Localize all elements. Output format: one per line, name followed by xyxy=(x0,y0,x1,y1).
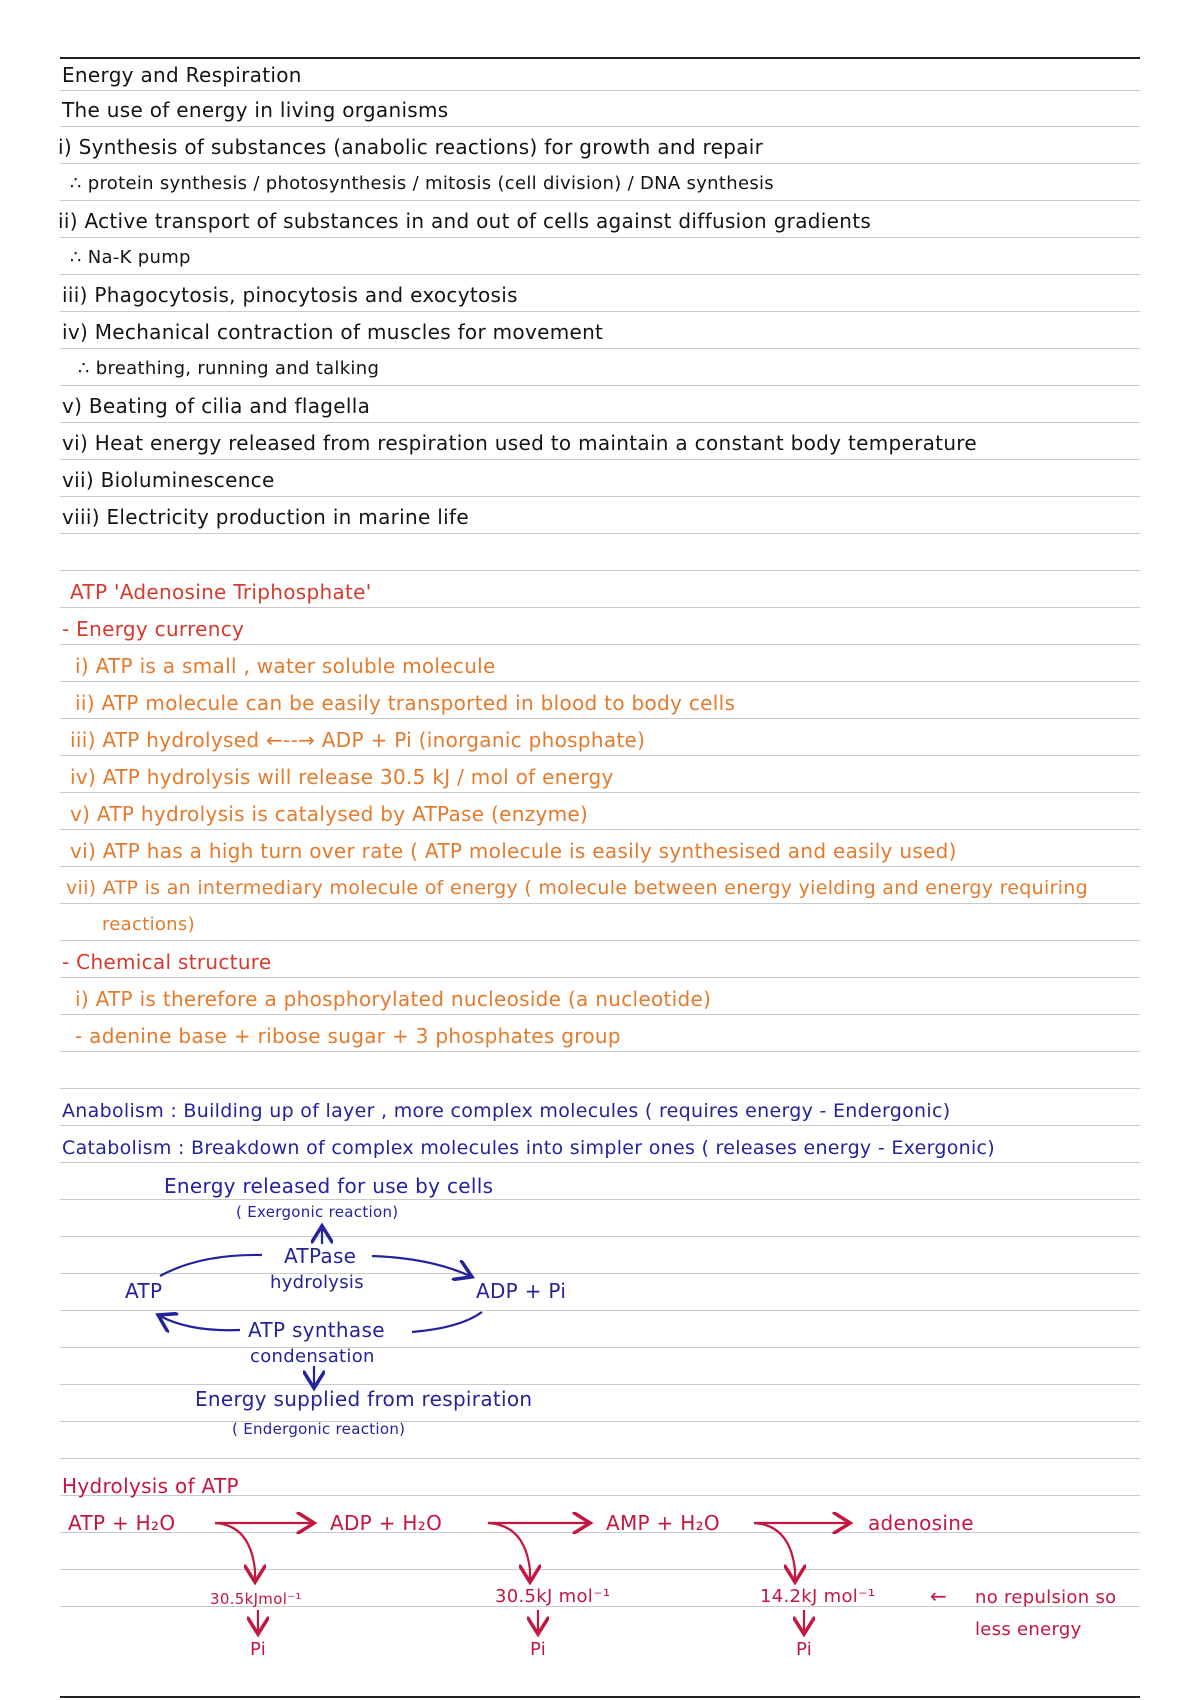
atp-point: iv) ATP hydrolysis will release 30.5 kJ / mol of energy xyxy=(70,765,614,789)
hydrolysis-adenosine: adenosine xyxy=(868,1511,974,1535)
atp-heading: ATP 'Adenosine Triphosphate' xyxy=(70,580,372,604)
hydrolysis-adp-h2o: ADP + H₂O xyxy=(330,1511,443,1535)
atp-point: v) ATP hydrolysis is catalysed by ATPase (enzyme) xyxy=(70,802,589,826)
energy-value-3: 14.2kJ mol⁻¹ xyxy=(760,1586,876,1607)
section-subtitle: The use of energy in living organisms xyxy=(62,98,449,122)
anabolism-definition: Anabolism : Building up of layer , more complex molecules ( requires energy - Endergonic) xyxy=(62,1100,951,1122)
use-item: viii) Electricity production in marine life xyxy=(62,505,469,529)
use-item: vi) Heat energy released from respiration used to maintain a constant body temperature xyxy=(62,431,977,455)
hydrolysis-arrow xyxy=(372,1256,470,1276)
use-item: iii) Phagocytosis, pinocytosis and exocytosis xyxy=(62,283,518,307)
atp-synthase-label: ATP synthase xyxy=(248,1318,385,1342)
exergonic-label: ( Exergonic reaction) xyxy=(236,1203,399,1221)
phosphate-1: Pi xyxy=(250,1639,267,1660)
release-arrow-1 xyxy=(215,1523,255,1580)
use-item: vii) Bioluminescence xyxy=(62,468,275,492)
atp-point: vii) ATP is an intermediary molecule of energy ( molecule between energy yielding and energy requiring xyxy=(66,877,1088,899)
structure-point: - adenine base + ribose sugar + 3 phosphates group xyxy=(75,1024,621,1048)
cycle-adp-pi: ADP + Pi xyxy=(476,1279,567,1303)
energy-value-1: 30.5kJmol⁻¹ xyxy=(210,1590,302,1608)
hydrolysis-arrows xyxy=(215,1523,848,1632)
use-item: ii) Active transport of substances in and out of cells against diffusion gradients xyxy=(58,209,872,233)
hydrolysis-amp-h2o: AMP + H₂O xyxy=(606,1511,720,1535)
energy-released-label: Energy released for use by cells xyxy=(164,1174,494,1198)
page-title: Energy and Respiration xyxy=(62,63,302,87)
atp-point: ii) ATP molecule can be easily transported in blood to body cells xyxy=(75,691,736,715)
phosphate-2: Pi xyxy=(530,1639,547,1660)
hydrolysis-atp-h2o: ATP + H₂O xyxy=(68,1511,176,1535)
use-example: ∴ breathing, running and talking xyxy=(78,358,380,379)
use-item: i) Synthesis of substances (anabolic reactions) for growth and repair xyxy=(58,135,764,159)
use-example: ∴ Na-K pump xyxy=(70,247,191,268)
use-example: ∴ protein synthesis / photosynthesis / mitosis (cell division) / DNA synthesis xyxy=(70,173,774,194)
release-arrow-3 xyxy=(754,1523,795,1580)
endergonic-label: ( Endergonic reaction) xyxy=(232,1420,406,1438)
catabolism-definition: Catabolism : Breakdown of complex molecules into simpler ones ( releases energy - Exergonic) xyxy=(62,1137,996,1159)
hydrolysis-heading: Hydrolysis of ATP xyxy=(62,1474,239,1498)
hydrolysis-label: hydrolysis xyxy=(270,1272,364,1293)
structure-point: i) ATP is therefore a phosphorylated nucleoside (a nucleotide) xyxy=(75,987,712,1011)
repulsion-note: no repulsion so xyxy=(975,1587,1117,1608)
use-item: v) Beating of cilia and flagella xyxy=(62,394,371,418)
atp-point: i) ATP is a small , water soluble molecule xyxy=(75,654,496,678)
energy-supplied-label: Energy supplied from respiration xyxy=(195,1387,533,1411)
synthase-arrow-left xyxy=(160,1316,240,1330)
note-arrow: ← xyxy=(930,1584,948,1608)
atp-point: iii) ATP hydrolysed ←--→ ADP + Pi (inorganic phosphate) xyxy=(70,728,646,752)
release-arrow-2 xyxy=(488,1523,530,1580)
energy-currency-heading: - Energy currency xyxy=(62,617,245,641)
cycle-atp: ATP xyxy=(125,1279,163,1303)
atpase-label: ATPase xyxy=(284,1244,357,1268)
use-item: iv) Mechanical contraction of muscles for movement xyxy=(62,320,604,344)
repulsion-note: less energy xyxy=(975,1619,1082,1640)
atp-to-adp-arrow xyxy=(160,1255,262,1276)
cycle-arrows xyxy=(160,1228,482,1386)
synthase-arrow-right xyxy=(412,1312,482,1332)
atp-point-continued: reactions) xyxy=(102,914,195,935)
energy-value-2: 30.5kJ mol⁻¹ xyxy=(495,1586,611,1607)
phosphate-3: Pi xyxy=(796,1639,813,1660)
condensation-label: condensation xyxy=(250,1346,375,1367)
chemical-structure-heading: - Chemical structure xyxy=(62,950,272,974)
atp-point: vi) ATP has a high turn over rate ( ATP molecule is easily synthesised and easily used) xyxy=(70,839,957,863)
